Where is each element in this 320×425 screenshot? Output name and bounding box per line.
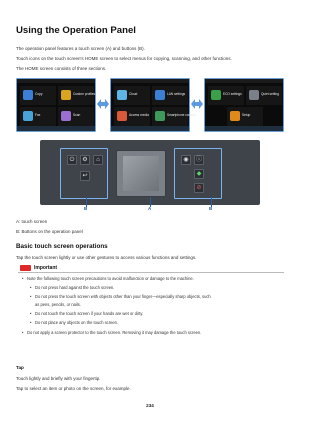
tap-line-1: Touch lightly and briefly with your fingertip. (16, 376, 101, 381)
stop-button[interactable] (194, 183, 204, 193)
tap-heading: Tap (16, 365, 24, 370)
settings-icon: ⚙ (82, 157, 88, 163)
important-subitem-1: Do not press hard against the touch screen. (35, 285, 115, 290)
home-tile-copy[interactable]: Copy (20, 86, 56, 105)
wireless-icon: ◉ (183, 157, 189, 163)
legend-a: A: touch screen (16, 219, 48, 224)
callout-b-right: B (209, 206, 213, 211)
eco-icon (211, 90, 221, 100)
home-tile-quiet-setting[interactable]: Quiet setting (246, 86, 282, 105)
left-button-group (60, 148, 108, 199)
right-button-group (174, 148, 222, 199)
stop-icon: ⊘ (196, 185, 202, 191)
settings-button[interactable] (80, 155, 90, 165)
home-tile-fax[interactable]: Fax (20, 107, 56, 126)
operation-panel (40, 140, 260, 205)
double-arrow-icon (191, 97, 203, 111)
callout-a: A (148, 206, 152, 211)
intro-line-3: The HOME screen consists of three sections. (16, 66, 107, 71)
important-subitem-4: Do not place any objects on the touch screen. (35, 320, 119, 325)
wireless-button[interactable] (181, 155, 191, 165)
power-icon: ⏻ (69, 157, 75, 163)
cloud-icon (117, 90, 127, 100)
home-tile-eco-settings[interactable]: ECO settings (208, 86, 244, 105)
page-number: 234 (146, 403, 154, 408)
home-tile-lan-settings[interactable]: LAN settings (152, 86, 188, 105)
setup-icon (230, 111, 240, 121)
tap-line-2: Tap to select an item or photo on the screen, for example. (16, 386, 131, 391)
home-button[interactable] (93, 155, 103, 165)
home-screen-section-3 (204, 78, 284, 132)
home-tile-setup[interactable]: Setup (227, 107, 263, 126)
page-title: Using the Operation Panel (16, 25, 136, 36)
section-heading: Basic touch screen operations (16, 243, 108, 250)
copy-icon (23, 90, 33, 100)
quiet-icon (249, 90, 259, 100)
home-tile-access-media[interactable]: Access media (114, 107, 150, 126)
back-button[interactable] (80, 171, 90, 181)
home-screen-sections (16, 78, 284, 134)
legend-b: B: Buttons on the operation panel (16, 229, 83, 234)
important-heading: Important (34, 265, 58, 271)
scan-icon (61, 111, 71, 121)
important-item-2: Do not apply a screen protector to the touch screen. Removing it may damage the touch screen. (27, 330, 202, 335)
touch-screen[interactable] (116, 150, 166, 197)
home-tile-custom-profiles[interactable]: Custom profiles (58, 86, 94, 105)
info-button[interactable] (194, 155, 204, 165)
home-screen-section-1 (16, 78, 96, 132)
intro-line-2: Touch icons on the touch screen's HOME screen to select menus for copying, scanning, and other functions. (16, 56, 232, 61)
home-tile-smartphone-connect[interactable]: Smartphone connect (152, 107, 188, 126)
profile-icon (61, 90, 71, 100)
home-screen-section-2 (110, 78, 197, 132)
back-icon: ↩ (82, 173, 88, 179)
important-subitem-2: Do not press the touch screen with objects other than your finger—especially sharp objects, such (35, 294, 211, 299)
fax-icon (23, 111, 33, 121)
important-subitem-2-cont: as pens, pencils, or nails. (35, 302, 81, 307)
intro-line-1: The operation panel features a touch screen (A) and buttons (B). (16, 46, 145, 51)
start-button[interactable] (194, 169, 204, 179)
home-icon: ⌂ (96, 157, 100, 163)
power-button[interactable] (67, 155, 77, 165)
lan-icon (155, 90, 165, 100)
media-icon (117, 111, 127, 121)
section-intro: Tap the touch screen lightly or use other gestures to access various functions and settings. (16, 255, 197, 260)
important-subitem-3: Do not touch the touch screen if your hands are wet or dirty. (35, 311, 144, 316)
important-icon (20, 265, 31, 271)
smartphone-icon (155, 111, 165, 121)
callout-b-left: B (84, 206, 88, 211)
home-tile-scan[interactable]: Scan (58, 107, 94, 126)
important-divider (18, 272, 284, 273)
start-icon: ◆ (196, 171, 202, 177)
info-icon: ⓘ (195, 157, 202, 163)
home-tile-cloud[interactable]: Cloud (114, 86, 150, 105)
important-item-1: Note the following touch screen precautions to avoid malfunction or damage to the machine. (27, 276, 194, 281)
double-arrow-icon (97, 97, 109, 111)
